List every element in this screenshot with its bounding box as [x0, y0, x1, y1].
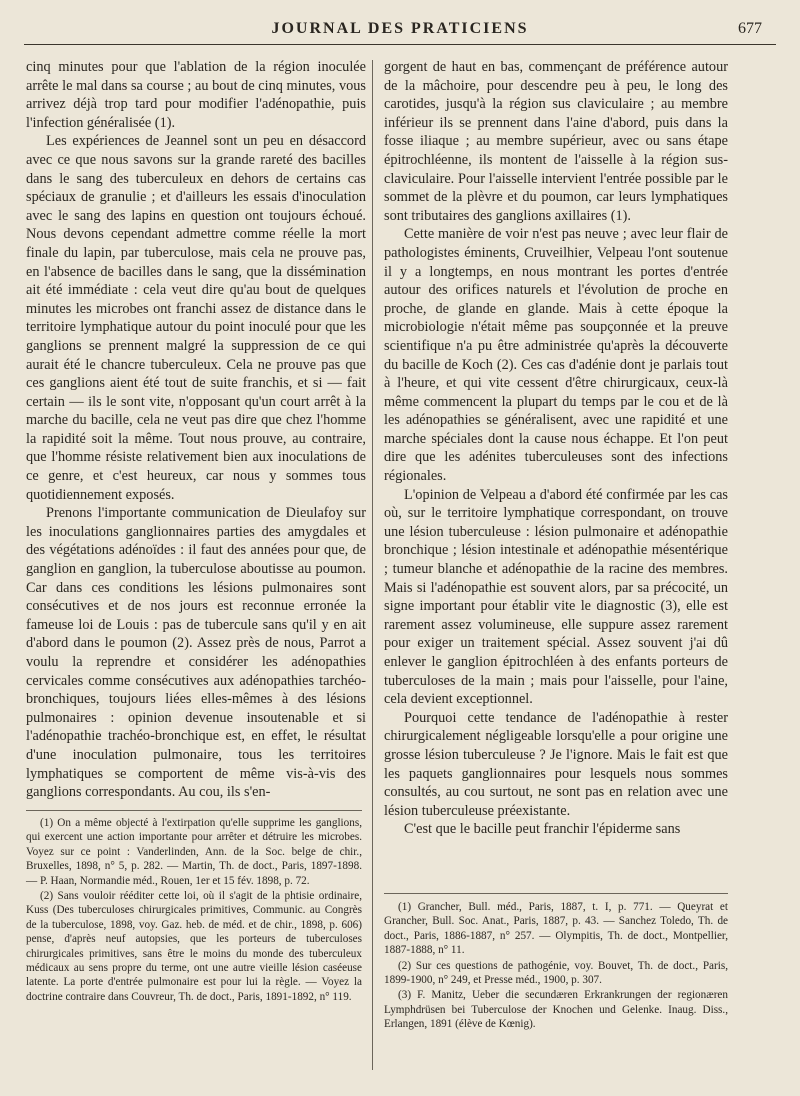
- footnote-right-2: (2) Sur ces questions de pathogénie, voy. Bouvet, Th. de doct., Paris, 1899-1900, n° 249, et Presse méd., 1900, p. 307.: [384, 959, 728, 987]
- left-footnotes: [26, 816, 362, 1005]
- left-paragraph-3: Prenons l'importante communication de Dieulafoy sur les inoculations ganglionnaires parties des amygdales et des végétations adénoïdes : il faut des années pour que, de ganglion en ganglion, la tuberculose aboutisse au poumon. Car dans ces conditions les lésions pulmonaires sont consécutives et de nos jours est reconnue erronée la fameuse loi de Louis : pas de tubercule sans qu'il y en ait d'abord dans le poumon (2). Assez près de nous, Parrot a voulu la reprendre et considérer les adénopathies cervicales comme consécutives aux adénopathies tarchéo-bronchiques, toujours liées elles-mêmes à des lésions pulmonaires : opinion devenue insoutenable et si l'adénopathie trachéo-bronchique est, en effet, le résultat d'une inoculation pulmonaire, tous les territoires lymphatiques se comportent de même vis-à-vis des ganglions correspondants. Au cou, ils s'en-: [26, 505, 366, 801]
- left-paragraph-2: Les expériences de Jeannel sont un peu en désaccord avec ce que nous savons sur la grande rareté des bacilles dans le sang des tuberculeux en dehors de certains cas spéciaux de granulie ; et d'ailleurs les essais d'inoculation avec le sang des lapins en question ont toujours échoué. Nous devons cependant admettre comme réelle la mort finale du lapin, par tuberculose, mais cela ne prouve pas, en l'absence de bacilles dans le sang, que la dissémination ait été immédiate : cela veut dire qu'au bout de quelques minutes les microbes ont franchi assez de distance dans le territoire lymphatique autour du point inoculé pour que les ganglions se prennent malgré la suppression de ce qui aurait été le chancre tuberculeux. Cela ne prouve pas que ces ganglions aient été tout de suite franchis, et si — fait certain — ils le sont vite, n'opposant qu'un court arrêt à la marche du bacille, cela ne veut pas dire que chez l'homme la rapidité soit la même. Tout nous prouve, au contraire, que l'homme résiste relativement bien aux inoculations de ce genre, et c'est heureux, car nous y sommes tous quotidiennement exposés.: [26, 133, 366, 503]
- right-paragraph-1: gorgent de haut en bas, commençant de préférence autour de la mâchoire, pour descendre peu à peu, le long des carotides, jusqu'à la région sus claviculaire ; au membre inférieur ils se prennent dans l'aine d'abord, puis dans la fosse iliaque ; au membre supérieur, avec ou sans étape épitrochléenne, ils montent de l'aisselle à la région sus-claviculaire. Pour l'aisselle intervient l'entrée possible par le sommet de la plèvre et du poumon, car leurs lymphatiques sont tributaires des ganglions axillaires (1).: [384, 59, 728, 224]
- footnote-left-1: (1) On a même objecté à l'extirpation qu'elle supprime les ganglions, qui exercent une action importante pour arrêter et détruire les microbes. Voyez sur ce point : Vanderlinden, Ann. de la Soc. belge de chir., Bruxelles, 1898, n° 5, p. 282. — Martin, Th. de doct., Paris, 1897-1898. — P. Haan, Normandie méd., Rouen, 1er et 15 fév. 1898, p. 72.: [26, 817, 362, 887]
- right-paragraph-3: L'opinion de Velpeau a d'abord été confirmée par les cas où, sur le territoire lymphatique correspondant, on trouve une lésion tuberculeuse : lésion pulmonaire et adénopathie bronchique ; lésion intestinale et adénopathie mésentérique ; tumeur blanche et adénopathie de la racine des membres. Mais si l'adénopathie est souvent alors, par sa précocité, un signe important pour établir vite le diagnostic (3), elle est rarement assez volumineuse, elle suppure assez rarement pour exiger un traitement spécial. Assez souvent j'ai dû enlever le ganglion épitrochléen à des enfants porteurs de tuberculoses de la main ; mais pour l'aisselle, pour l'aine, cela devient exceptionnel.: [384, 486, 728, 708]
- footnote-right-1: (1) Grancher, Bull. méd., Paris, 1887, t. I, p. 771. — Queyrat et Grancher, Bull. Soc. Anat., Paris, 1887, p. 43. — Sanchez Toledo, Th. de doct., Paris, 1886-1887, n° 257. — Olympitis, Th. de doct., Montpellier, 1887-1888, n° 11.: [384, 901, 728, 957]
- left-column: [26, 58, 366, 802]
- page-number: 677: [738, 20, 762, 37]
- running-header: [24, 18, 776, 44]
- journal-title: JOURNAL DES PRATICIENS: [271, 20, 529, 37]
- right-paragraph-4: Pourquoi cette tendance de l'adénopathie à rester chirurgicalement négligeable lorsqu'elle a pour origine une grosse lésion tuberculeuse ? Je l'ignore. Mais le fait est que les paquets ganglionnaires pour lesquels nous sommes consultés, au cou surtout, ne sont pas en relation avec une lésion tuberculeuse préexistante.: [384, 709, 728, 819]
- footnote-left-2: (2) Sans vouloir rééditer cette loi, où il s'agit de la phtisie ordinaire, Kuss (Des tuberculoses chirurgicales primitives, Communic. au Congrès de la tuberculose, 1898, voy. Gaz. heb. de méd. et de chir., 1898, p. 606) pense, d'après neuf autopsies, que les porteurs de tuberculoses chirurgicales primitives, sans être le moins du monde des tuberculeux médicaux au sens propre du terme, ont une autre vieille lésion caséeuse latente. La porte d'entrée pulmonaire est pour lui la règle. — Voyez la doctrine contraire dans Couvreur, Th. de doct., Paris, 1891-1892, n° 119.: [26, 890, 362, 1003]
- right-column: [384, 58, 728, 839]
- column-divider: [372, 60, 373, 1070]
- left-paragraph-1: cinq minutes pour que l'ablation de la région inoculée arrête le mal dans sa course ; au bout de cinq minutes, vous arrivez déjà trop tard pour modifier l'adénopathie, puis l'infection généralisée (1).: [26, 59, 366, 131]
- header-rule: [24, 44, 776, 45]
- right-paragraph-2: Cette manière de voir n'est pas neuve ; avec leur flair de pathologistes éminents, Cruveilhier, Velpeau l'ont soutenue il y a longtemps, en nous montrant les portes d'entrée autour des orifices naturels et l'évolution de proche en proche, de glande en glande. Mais à cette époque la microbiologie n'était même pas soupçonnée et la preuve scientifique n'a pu être administrée qu'après la découverte du bacille de Koch (2). Ces cas d'adénie dont je parlais tout à l'heure, et qui vite cessent d'être chirurgicaux, ceux-là même commencent la plupart du temps par le cou et de là les adénopathies se généralisent, avec une rapidité et une marche spéciales dont la cause nous échappe. Et l'on peut dire que les adénites tuberculeuses sont des infections régionales.: [384, 226, 728, 485]
- right-footnotes: [384, 900, 728, 1033]
- left-footnote-rule: [26, 810, 362, 811]
- right-paragraph-5: C'est que le bacille peut franchir l'épiderme sans: [404, 821, 681, 838]
- right-footnote-rule: [384, 893, 728, 894]
- footnote-right-3: (3) F. Manitz, Ueber die secundæren Erkrankrungen der regionæren Lymphdrüsen bei Tuberculose der Knochen und Gelenke. Inaug. Diss., Erlangen, 1891 (élève de Kœnig).: [384, 989, 728, 1031]
